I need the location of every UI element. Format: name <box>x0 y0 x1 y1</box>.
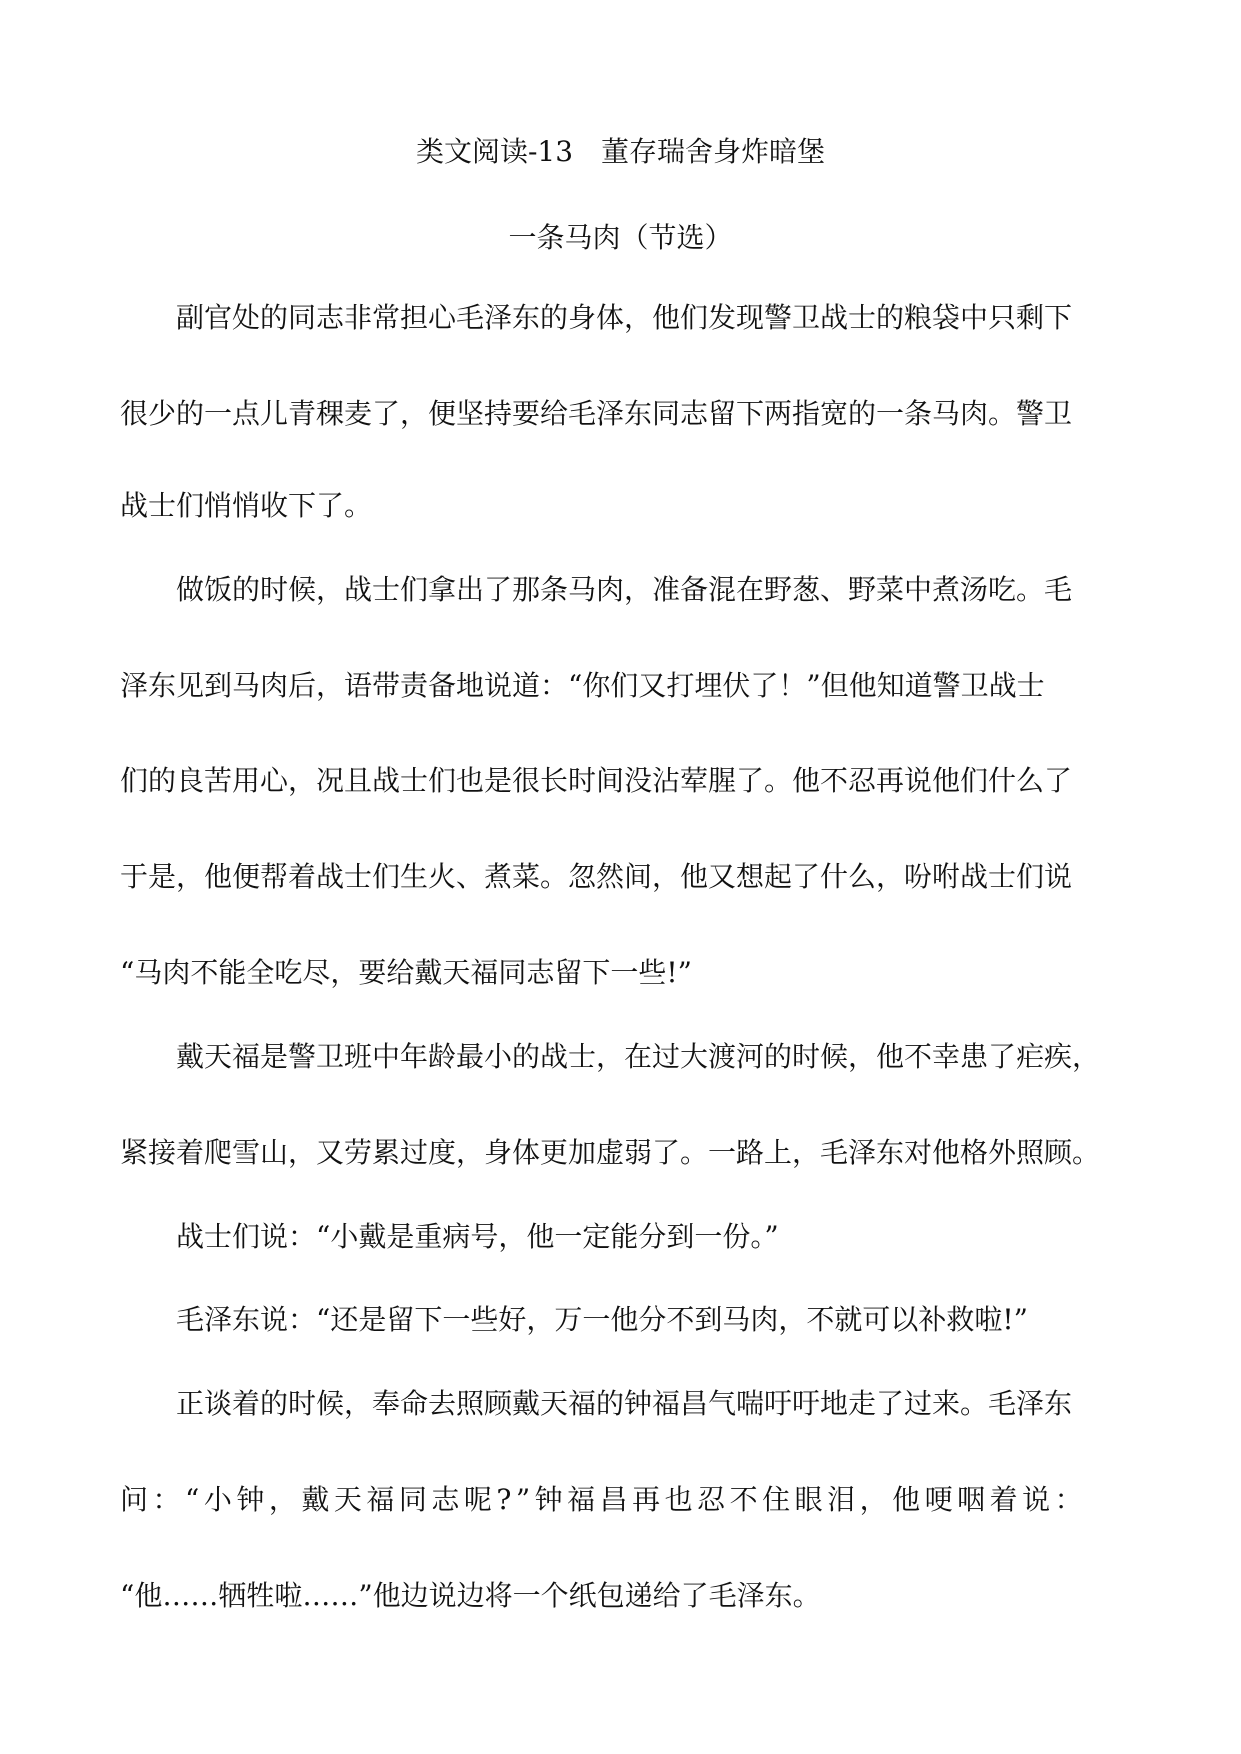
text-line: 紧接着爬雪山，又劳累过度，身体更加虚弱了。一路上，毛泽东对他格外照顾。 <box>120 1136 1101 1169</box>
text-line: “马肉不能全吃尽，要给戴天福同志留下一些!” <box>120 956 692 989</box>
text-line: 正谈着的时候，奉命去照顾戴天福的钟福昌气喘吁吁地走了过来。毛泽东 <box>176 1387 1073 1420</box>
text-line: 于是，他便帮着战士们生火、煮菜。忽然间，他又想起了什么，吩咐战士们说 <box>120 860 1073 893</box>
text-line: 泽东见到马肉后，语带责备地说道：“你们又打埋伏了！”但他知道警卫战士 <box>120 669 1045 702</box>
document-title: 类文阅读-13 董存瑞舍身炸暗堡 <box>415 135 826 168</box>
text-line: 戴天福是警卫班中年龄最小的战士，在过大渡河的时候，他不幸患了疟疾， <box>176 1040 1101 1073</box>
text-line: 很少的一点儿青稞麦了，便坚持要给毛泽东同志留下两指宽的一条马肉。警卫 <box>120 397 1073 430</box>
text-line: “他……牺牲啦……”他边说边将一个纸包递给了毛泽东。 <box>120 1579 821 1612</box>
text-line: 副官处的同志非常担心毛泽东的身体，他们发现警卫战士的粮袋中只剩下 <box>176 301 1073 334</box>
text-line: 问：“小钟，戴天福同志呢?”钟福昌再也忍不住眼泪，他哽咽着说： <box>120 1483 1088 1516</box>
text-line: 做饭的时候，战士们拿出了那条马肉，准备混在野葱、野菜中煮汤吃。毛 <box>176 573 1073 606</box>
text-line: 毛泽东说：“还是留下一些好，万一他分不到马肉，不就可以补救啦!” <box>176 1303 1028 1336</box>
text-line: 们的良苦用心，况且战士们也是很长时间没沾荤腥了。他不忍再说他们什么了 <box>120 764 1073 797</box>
text-line: 战士们说：“小戴是重病号，他一定能分到一份。” <box>176 1220 779 1253</box>
text-line: 战士们悄悄收下了。 <box>120 489 373 522</box>
document-subtitle: 一条马肉（节选） <box>508 221 733 254</box>
